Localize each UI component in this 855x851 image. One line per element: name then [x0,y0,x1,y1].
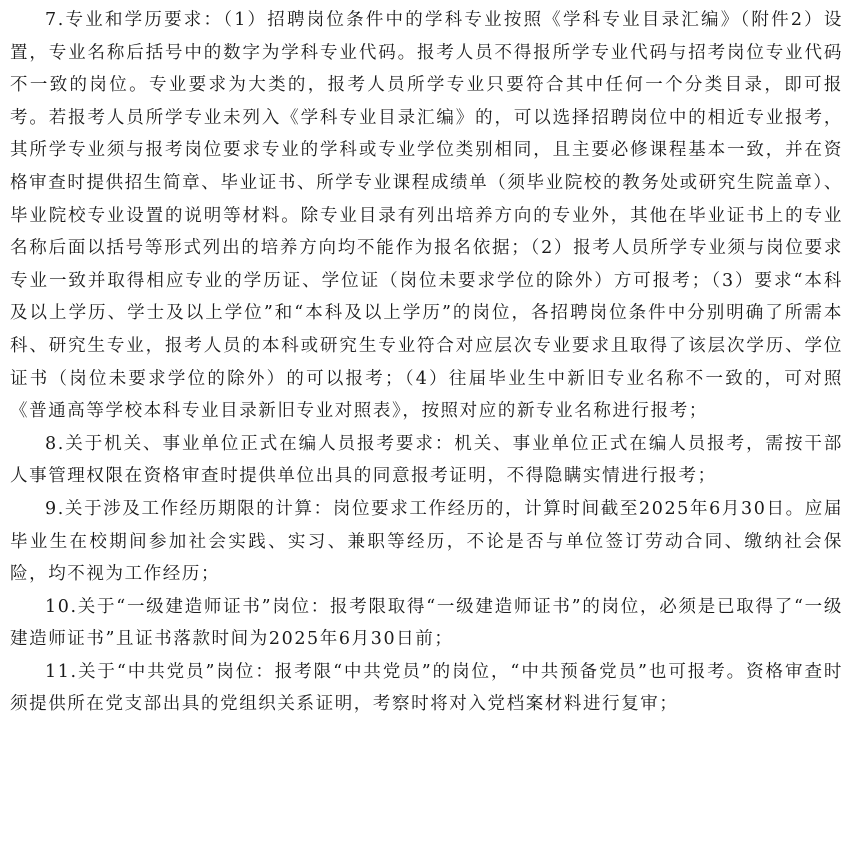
paragraph-constructor-certificate: 10.关于“一级建造师证书”岗位：报考限取得“一级建造师证书”的岗位，必须是已取得了“一级建造师证书”且证书落款时间为2025年6月30日前； [10,596,843,650]
paragraph-major-and-education-requirements: 7.专业和学历要求：（1）招聘岗位条件中的学科专业按照《学科专业目录汇编》（附件2）设置，专业名称后括号中的数字为学科专业代码。报考人员不得报所学专业代码与招考岗位专业代码不一致的岗位。专业要求为大类的，报考人员所学专业只要符合其中任何一个分类目录，即可报考。若报考人员所学专业未列入《学科专业目录汇编》的，可以选择招聘岗位中的相近专业报考，其所学专业须与报考岗位要求专业的学科或专业学位类别相同，且主要必修课程基本一致，并在资格审查时提供招生简章、毕业证书、所学专业课程成绩单（须毕业院校的教务处或研究生院盖章）、毕业院校专业设置的说明等材料。除专业目录有列出培养方向的专业外，其他在毕业证书上的专业名称后面以括号等形式列出的培养方向均不能作为报名依据；（2）报考人员所学专业须与岗位要求专业一致并取得相应专业的学历证、学位证（岗位未要求学位的除外）方可报考；（3）要求“本科及以上学历、学士及以上学位”和“本科及以上学历”的岗位，各招聘岗位条件中分别明确了所需本科、研究生专业，报考人员的本科或研究生专业符合对应层次专业要求且取得了该层次学历、学位证书（岗位未要求学位的除外）的可以报考；（4）往届毕业生中新旧专业名称不一致的，可对照《普通高等学校本科专业目录新旧专业对照表》，按照对应的新专业名称进行报考； [10,10,843,422]
paragraph-party-member-positions: 11.关于“中共党员”岗位：报考限“中共党员”的岗位，“中共预备党员”也可报考。资格审查时须提供所在党支部出具的党组织关系证明，考察时将对入党档案材料进行复审； [10,661,843,715]
paragraph-work-experience-calculation: 9.关于涉及工作经历期限的计算：岗位要求工作经历的，计算时间截至2025年6月30日。应届毕业生在校期间参加社会实践、实习、兼职等经历，不论是否与单位签订劳动合同、缴纳社会保险，均不视为工作经历； [10,498,843,585]
paragraph-in-service-staff-requirements: 8.关于机关、事业单位正式在编人员报考要求：机关、事业单位正式在编人员报考，需按干部人事管理权限在资格审查时提供单位出具的同意报考证明，不得隐瞒实情进行报考； [10,433,843,487]
